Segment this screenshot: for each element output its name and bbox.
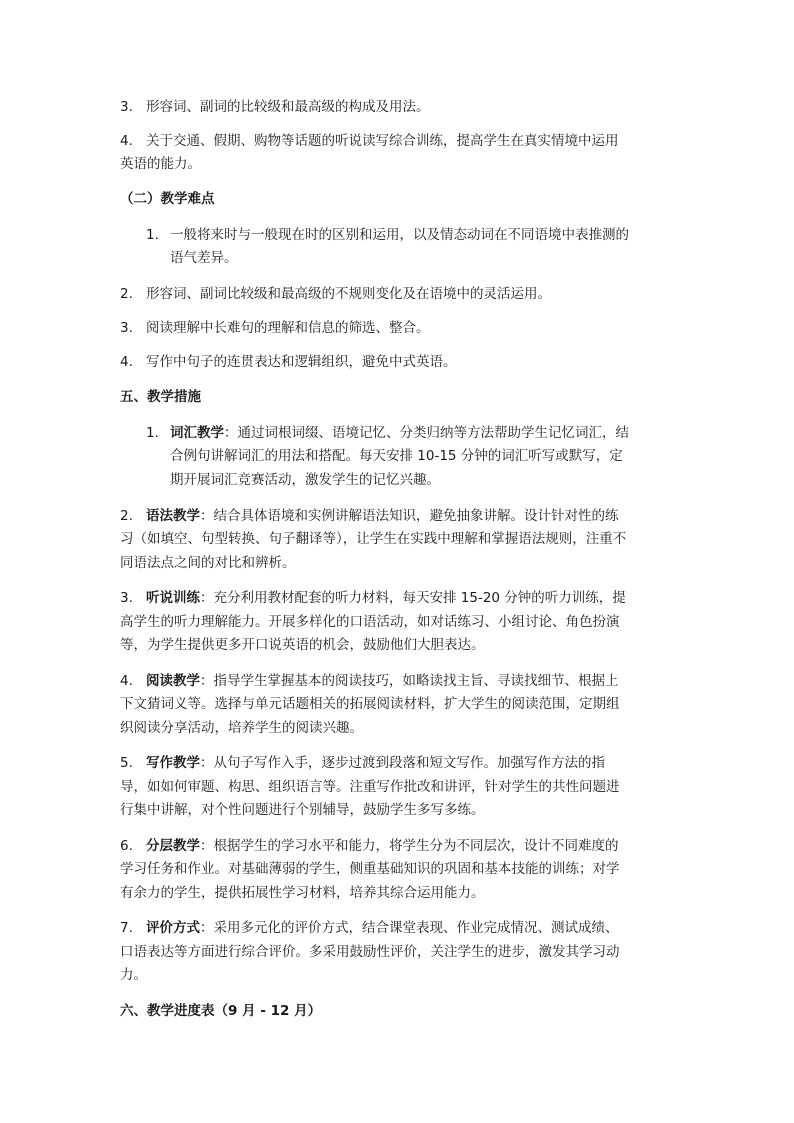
measure-term: 评价方式 [146, 920, 200, 936]
measure-2: 2. 语法教学：结合具体语境和实例讲解语法知识，避免抽象讲解。设计针对性的练 [120, 508, 619, 524]
measure-2-line-3: 同语法点之间的对比和辨析。 [120, 555, 296, 571]
measure-7: 7. 评价方式：采用多元化的评价方式，结合课堂表现、作业完成情况、测试成绩、 [120, 920, 619, 936]
measure-3: 3. 听说训练：充分利用教材配套的听力材料，每天安排 15-20 分钟的听力训练，提 [120, 590, 626, 606]
key-point-3: 3. 形容词、副词的比较级和最高级的构成及用法。 [120, 99, 430, 115]
measure-1-line-2: 合例句讲解词汇的用法和搭配。每天安排 10-15 分钟的词汇听写或默写，定 [170, 448, 623, 464]
difficulty-3: 3. 阅读理解中长难句的理解和信息的筛选、整合。 [120, 320, 430, 336]
difficulty-2: 2. 形容词、副词比较级和最高级的不规则变化及在语境中的灵活运用。 [120, 286, 551, 302]
measure-4: 4. 阅读教学：指导学生掌握基本的阅读技巧，如略读找主旨、寻读找细节、根据上 [120, 673, 619, 689]
measure-term: 词汇教学 [170, 425, 224, 441]
difficulty-4: 4. 写作中句子的连贯表达和逻辑组织，避免中式英语。 [120, 354, 457, 370]
measure-1: 1. 词汇教学：通过词根词缀、语境记忆、分类归纳等方法帮助学生记忆词汇，结 [146, 425, 629, 441]
difficulty-1-cont: 语气差异。 [170, 250, 238, 266]
measure-5-line-2: 导，如如何审题、构思、组织语言等。注重写作批改和讲评，针对学生的共性问题进 [120, 779, 620, 795]
measure-6: 6. 分层教学：根据学生的学习水平和能力，将学生分为不同层次，设计不同难度的 [120, 838, 619, 854]
measure-term: 语法教学 [146, 508, 200, 524]
measure-7-line-3: 力。 [120, 967, 147, 983]
section-title-measures: 五、教学措施 [120, 389, 201, 405]
measure-5-line-3: 行集中讲解，对个性问题进行个别辅导，鼓励学生多写多练。 [120, 802, 485, 818]
section-title-difficulties: （二）教学难点 [120, 191, 215, 207]
measure-6-line-3: 有余力的学生，提供拓展性学习材料，培养其综合运用能力。 [120, 885, 485, 901]
measure-term: 听说训练 [146, 590, 200, 606]
measure-4-line-2: 下文猜词义等。选择与单元话题相关的拓展阅读材料，扩大学生的阅读范围，定期组 [120, 696, 620, 712]
key-point-4: 4. 关于交通、假期、购物等话题的听说读写综合训练，提高学生在真实情境中运用 [120, 133, 619, 149]
difficulty-1: 1. 一般将来时与一般现在时的区别和运用，以及情态动词在不同语境中表推测的 [146, 227, 629, 243]
measure-3-line-3: 等，为学生提供更多开口说英语的机会，鼓励他们大胆表达。 [120, 637, 485, 653]
measure-5: 5. 写作教学：从句子写作入手，逐步过渡到段落和短文写作。加强写作方法的指 [120, 755, 605, 771]
key-point-4-cont: 英语的能力。 [120, 156, 201, 172]
measure-2-line-2: 习（如填空、句型转换、句子翻译等），让学生在实践中理解和掌握语法规则，注重不 [120, 531, 627, 547]
section-title-schedule: 六、教学进度表（9 月 - 12 月） [120, 1003, 322, 1019]
measure-term: 阅读教学 [146, 673, 200, 689]
measure-7-line-2: 口语表达等方面进行综合评价。多采用鼓励性评价，关注学生的进步，激发其学习动 [120, 944, 620, 960]
measure-4-line-3: 织阅读分享活动，培养学生的阅读兴趣。 [120, 720, 363, 736]
measure-term: 写作教学 [146, 755, 200, 771]
measure-6-line-2: 学习任务和作业。对基础薄弱的学生，侧重基础知识的巩固和基本技能的训练；对学 [120, 861, 620, 877]
measure-1-line-3: 期开展词汇竞赛活动，激发学生的记忆兴趣。 [170, 472, 440, 488]
measure-3-line-2: 高学生的听力理解能力。开展多样化的口语活动，如对话练习、小组讨论、角色扮演 [120, 614, 620, 630]
measure-term: 分层教学 [146, 838, 200, 854]
